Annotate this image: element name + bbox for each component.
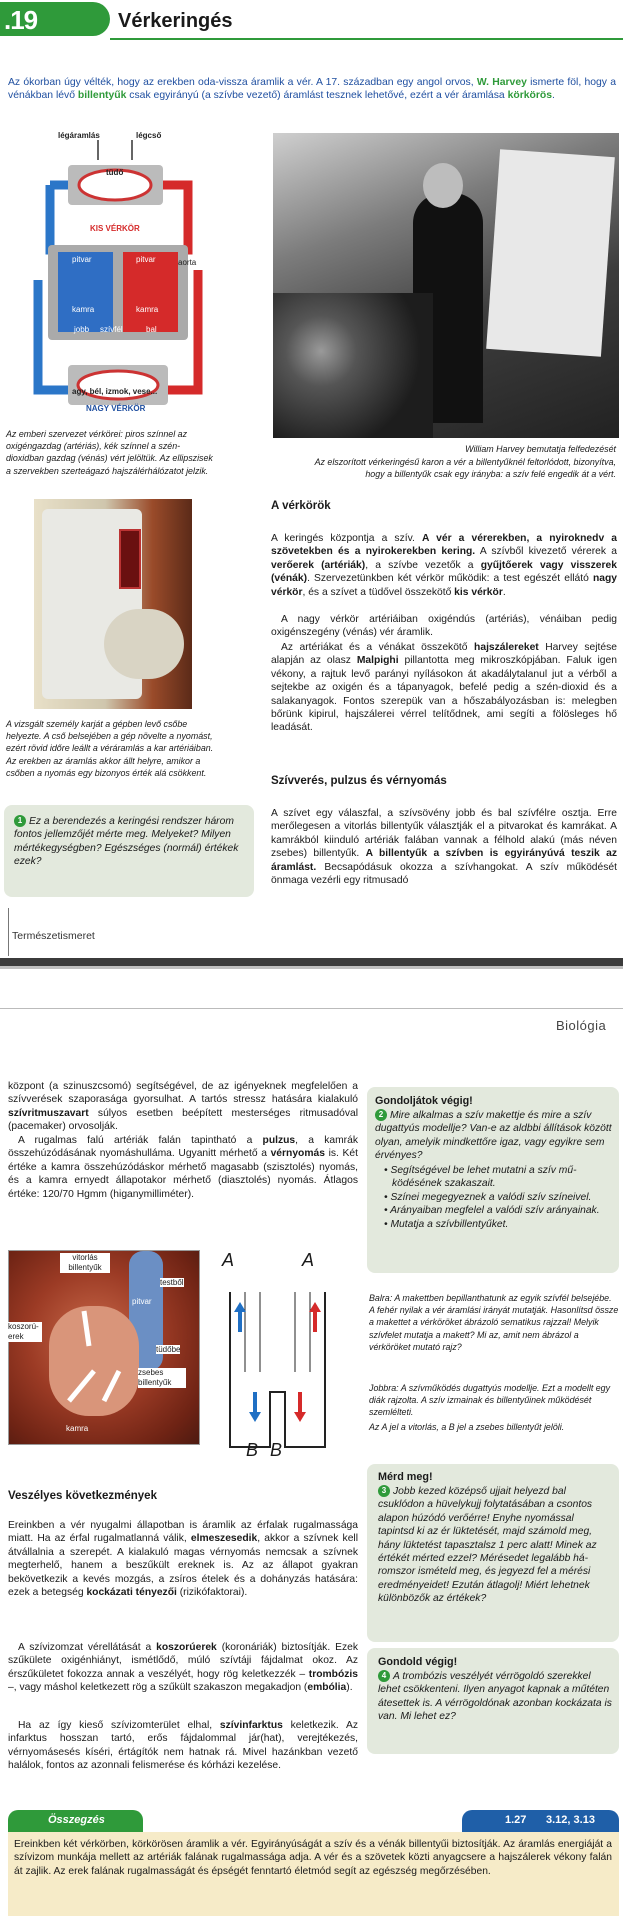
section-verkorok-p1 [271,532,617,599]
label-b-right: B [270,1440,283,1460]
text-run: verőerek (artériák) [271,559,366,571]
text-run: embólia [307,1682,347,1694]
harvey-caption: Az elszorított vérkeringésű karon a vér a billentyűknél feltorlódott, bizonyítva, hogy a billentyűk csak egy irányba: a szív felé engedik át a vért. [314,457,616,480]
bp-caption: A vizsgált személy karját a gépben levő csőbe helyezte. A cső belsejében a gép növelte a nyomást, ezért rövid időre leállt a véráramlás a kar artériáiban. Az erekben az áramlás akkor állt helyre, amikor a csőben a nyomás egy bizonyos érték alá csökkent. [6,719,214,778]
label-organs: agy, bél, izmok, vese... [72,387,158,396]
box-gondoljatok-title: Gondoljátok végig! [375,1095,473,1107]
page-separator-gap [0,966,623,969]
box-gondold-number: 4 [378,1670,390,1682]
text-run: csak egyirányú (a szívbe vezető) áramlást tesznek lehetővé, ezért a vér áramlása [126,90,508,102]
question-1-text: Ez a berendezés a keringési rendszer három fontos jellemzőjét mérte meg. Melyeket? Milyen mértékegységben? Egészséges (normál) értékek ezek? [14,816,239,868]
text-run: pillantotta meg mikroszkópjában. Faluk igen vékony, a rajtuk levő parányi nyílásokon át akadálytalanul jut a vérből a sejtekbe az oxigén és a tápanyagok, befelé pedig a szén-dioxid és a salakanyagok. Fontos szerepük van a hőszabályozásban is: melegben bőrünk kipirul, hajszálerei vérrel telítődnek, ami segíti a fölösleges hő leadását. [271,655,617,734]
footer-left: Természetismeret [12,930,95,942]
text-run: gyűjtőerek vagy visszerek (vénák) [271,559,617,585]
text-run: . [552,90,555,102]
label-lung: tüdő [106,168,124,177]
label-valve: vitorlás billentyűk [60,1253,110,1273]
label-bal: bal [146,325,157,334]
text-run: is. Két értéke a kamra összehúzódáskor mérhető magasabb (szisztolés) nyomás, és a kamra ernyedt állapotakor mérhető (diasztolés) nyomás. Átlagos értéke: 120/70 Hgmm (higanymilliméter). [8,1148,358,1200]
section-verkorok-p3 [271,641,617,735]
section-szivveres-p1 [271,807,617,887]
chapter-title: Vérkeringés [118,10,233,32]
text-run: –, vagy máshol keletkezett rög a szűkült szakaszon megakadjon ( [8,1682,308,1694]
section-verkorok-p2: A nagy vérkör artériáiban oxigéndús (artériás), vénáiban pedig oxigénszegény (vénás) vér áramlik. [271,614,617,639]
summary-text: Ereinkben két vérkörben, körkörösen áramlik a vér. Egyirányúságát a szív és a vénák billentyűi biztosítják. Az áramlás energiáját a szívizom munkája mellett az artériák falának rugalmassága adja. A vér és a szövetek közti anyagcsere a hajszálerek vékony falán át zajlik. Az erek falának rugalmasságát és épségét fenntartó életmód segít az egészség megőrzésében. [14,1839,612,1877]
text-run: Ereinkben a vér nyugalmi állapotban is áramlik az érfalak rugalmassága miatt. Ha az érfal rugalmatlanná válik, [8,1520,358,1545]
text-run: Harvey sejtése alapján az olasz [271,642,617,667]
question-1 [14,815,246,869]
box-gondoljatok-number: 2 [375,1109,387,1121]
label-b-left: B [246,1440,259,1460]
box-merd-meg-text: Jobb kezed középső ujjait helyezd bal csuklódon a hüvelykujj folytatásában a csontos alapon húzódó verőérre! Enyhe nyomással tapintsd ki az ér lüktetését, majd számold meg, hány lüktetést tapasztalsz 1 perc alatt! Minek az értékét mérted ezzel? Mérésedet legalább háromszor ismételd meg, és jegyezd fel a mérési eredményeidet! Ezután átlagolj! Miért lehetnek különbözők az értékek? [378,1486,597,1605]
text-run: (rizikófaktorai). [176,1587,248,1599]
label-left-kamra: kamra [136,305,159,314]
machine-display [119,529,141,589]
label-right-pitvar: pitvar [72,255,92,264]
text-run: szívritmuszavart [8,1107,89,1119]
easel-board [486,149,615,357]
left-caption: Balra: A makettben bepillanthatunk az egyik szívfél belsejébe. A fehér nyilak a vér áramlási irányát mutatják. Hasonlítsd össze a makettet a vérköröket ábrázoló sematikus rajzzal! Melyik szívfelet mutatja a makett? Mi az, amit nem ábrázol a vérköröket mutató rajz? [369,1293,619,1352]
label-koszoruerek: koszorúerek [8,1322,42,1342]
text-run: A keringés központja a szív. [271,533,422,544]
title-rule [110,38,623,40]
text-run: hajszálereket [474,642,539,653]
text-run: , a kamrák összehúzódásának nyomáshulláma. Ugyanitt mérhető a [8,1135,358,1160]
text-run: Az ókorban úgy vélték, hogy az erekben oda-vissza áramlik a vér. A 17. században egy angol orvos, [8,77,477,88]
blood-pressure-photo [34,499,192,709]
text-run: súlyos esetben beépített mesterséges ritmusadóval (pacemaker) orvosolják. [8,1107,358,1133]
label-zsebes: zsebes billentyűk [138,1368,186,1388]
text-run: , és a szívet a tüdővel összekötő [302,586,455,598]
label-jobb: jobb [74,325,90,334]
bullet-item: • Mutatja a szívbillentyűket. [384,1218,509,1230]
label-kamra: kamra [66,1424,89,1433]
diagram-caption: Az emberi szervezet vérkörei: piros színnel az oxigéngazdag (artériás), kék színnel a szén-dioxidban gazdag (vénás) vért jelöltük. Az ellipszisek a szervekben szerteágazó hajszálérhálózatot jelzik. [6,429,213,476]
label-left-pitvar: pitvar [136,255,156,264]
text-run: (koronáriák) biztosítják. Ezek szűkülete oxigénhiányt, ismétlődő, múló szívtáji fájdalmat okoz. Az érszűkületet fokozza annak a veszélyét, hogy rög keletkezzék – [8,1642,358,1680]
text-run: elmeszesedik [190,1533,258,1545]
continuation-paragraph [8,1080,358,1134]
section-veszelyes-p2 [8,1641,358,1695]
piston-svg [210,1252,360,1462]
text-run: . Szervezetünkben két vérkör működik: a test egészét ellátó [307,573,593,585]
text-run: , a szívbe vezetők a [365,559,481,571]
text-run: ismerte föl, hogy a vénákban lévő [8,77,617,102]
text-run: koszorúerek [156,1642,217,1653]
label-right-kamra: kamra [72,305,95,314]
right-caption-b: Az A jel a vitorlás, a B jel a zsebes billentyűt jelöli. [369,1422,565,1432]
section-veszelyes-title: Veszélyes következmények [8,1490,157,1502]
label-a-left: A [222,1250,235,1270]
text-run: . [502,586,506,598]
label-big-circuit: NAGY VÉRKÖR [86,404,146,413]
text-run: , akkor a szívnek kell átvállalnia a szerepét. A kialakuló magas vérnyomás nemcsak a szívnek megterhelő, hanem a beszűkült ereknek is. Az az állapot gyakran bekövetkezik a kevés mozgás, a zsíros ételek és a dohányzás hatására: ezek a betegség [8,1533,358,1599]
text-run: kockázati tényezői [86,1587,177,1599]
box-gondold-title: Gondold végig! [378,1656,458,1668]
box-gondoljatok-bullets [384,1164,610,1231]
box-gondoljatok-text: Mire alkalmas a szív makettje és mire a szív dugattyús modellje? Van-e az aldbbi állítások között olyan, amelyik mindkettőre igaz, vagy egyikre sem érvényes? [375,1110,612,1162]
harvey-illustration [273,133,619,438]
label-small-circuit: KIS VÉRKÖR [90,224,140,233]
box-gondold-text: A trombózis veszélyét vérrögoldó szerekkel lehet csökkenteni. Ilyen anyagot kapnak a műtéten átesettek is. A vérrögoldónak azonban kockázata is van. Mi lehet ez? [378,1671,612,1723]
text-run: W. Harvey [476,77,527,88]
text-run: Ha az így kieső szívizomterület elhal, [18,1720,220,1731]
text-run: szívinfarktus [219,1720,283,1731]
box-gondoljatok-question [375,1109,613,1163]
box-merd-meg-title: Mérd meg! [378,1471,433,1483]
label-airway: légáramlás [58,131,100,140]
chapter-number: .19 [4,5,38,35]
right-heart [58,252,113,332]
text-run: Becsapódásuk okozza a szívhangokat. A szív működését önmaga vezérli egy ritmusadó [271,861,617,887]
label-szivfel: szívfél [100,325,123,334]
question-1-number: 1 [14,815,26,827]
summary-header-right [462,1810,619,1832]
text-run: A szívizomzat vérellátását a [18,1642,157,1653]
page2-header-right: Biológia [556,1018,607,1033]
harvey-caption-title: William Harvey bemutatja felfedezését [465,444,616,454]
bullet-item: • Segítségével be lehet mutatni a szív működésének szakaszait. [384,1165,577,1190]
piston-model-diagram [210,1252,360,1462]
text-run: központ (a szinuszcsomó) segítségével, de az igényeknek megfelelően a szívverések szaporasága gyorsulhat. A tartós stressz hatására kialakuló [8,1081,358,1106]
box-merd-meg-question [378,1485,612,1606]
box-gondold-question [378,1670,612,1724]
page2-header-rule [0,1008,623,1009]
right-caption-a: Jobbra: A szívműködés dugattyús modellje. Ezt a modellt egy diák rajzolta. A szív izmainak és billentyűinek működését szemlélteti. [369,1383,611,1418]
text-run: A rugalmas falú artériák falán tapintható a [18,1135,263,1146]
text-run: Az artériákat és a vénákat összekötő [281,642,475,653]
text-run: vérnyomás [270,1148,325,1160]
text-run: ). [346,1682,353,1694]
label-testbol: testből [160,1278,184,1287]
footer-rule [8,908,9,956]
text-run: nagy vérkör [271,573,617,598]
section-szivveres-title: Szívverés, pulzus és vérnyomás [271,775,447,787]
text-run: kis vérkör [454,586,503,598]
pulmonary-vein [163,185,188,250]
harvey-head [423,163,463,208]
label-pitvar: pitvar [132,1297,152,1306]
text-run: trombózis [308,1668,358,1680]
label-trachea: légcső [136,131,162,140]
text-run: körkörös [507,90,553,102]
circulation-diagram [28,130,208,415]
text-run: A szívből kivezető vérerek a [475,546,617,558]
section-veszelyes-p1 [8,1519,358,1599]
section-veszelyes-p3 [8,1719,358,1773]
summary-ref-2[interactable]: 3.12, 3.13 [546,1814,595,1826]
label-a-right: A [302,1250,315,1270]
label-aorta: aorta [178,258,197,267]
intro-paragraph [8,76,616,103]
left-heart [123,252,178,332]
text-run: pulzus [262,1135,296,1146]
pulmonary-artery [50,185,68,250]
section-verkorok-title: A vérkörök [271,500,331,512]
text-run: A vér a vérerekben, a nyiroknedv a szövetekben és a nyirokerekben kering. [271,533,618,558]
box-merd-meg-number: 3 [378,1485,390,1497]
text-run: Malpighi [356,655,399,667]
page-separator [0,958,623,966]
summary-label: Összegzés [48,1814,105,1826]
pulse-paragraph [8,1134,358,1201]
arm-cuff [104,609,184,679]
text-run: A billentyűk a szívben is egyirányúvá teszik az áramlást. [271,848,617,873]
label-tudobe: tüdőbe [156,1345,181,1354]
text-run: billentyűk [77,90,127,102]
audience-figures [273,293,433,438]
summary-ref-1[interactable]: 1.27 [505,1814,527,1826]
text-run: A szívet egy válaszfal, a szívsövény jobb és bal szívfélre osztja. Erre merőlegesen a vitorlás billentyűk választják el a pitvarokat és kamrákat. A kamrákból kiinduló artériák falában vannak a félhold alakú (más néven zsebes) billentyűk. [271,808,617,860]
bullet-item: • Színei megegyeznek a valódi szív színeivel. [384,1191,592,1203]
bullet-item: • Arányaiban megfelel a valódi szív arányainak. [384,1205,600,1217]
text-run: keletkezik. Az infarktus hosszan tartó, erős fájdalommal jár(hat), verejtékezés, vérnyomásesés kíséri, értágítók nem hatnak rá. Mivel hazánkban vezető halálok, fontos az azonnali felismerése és kórházi kezelése. [8,1720,358,1772]
